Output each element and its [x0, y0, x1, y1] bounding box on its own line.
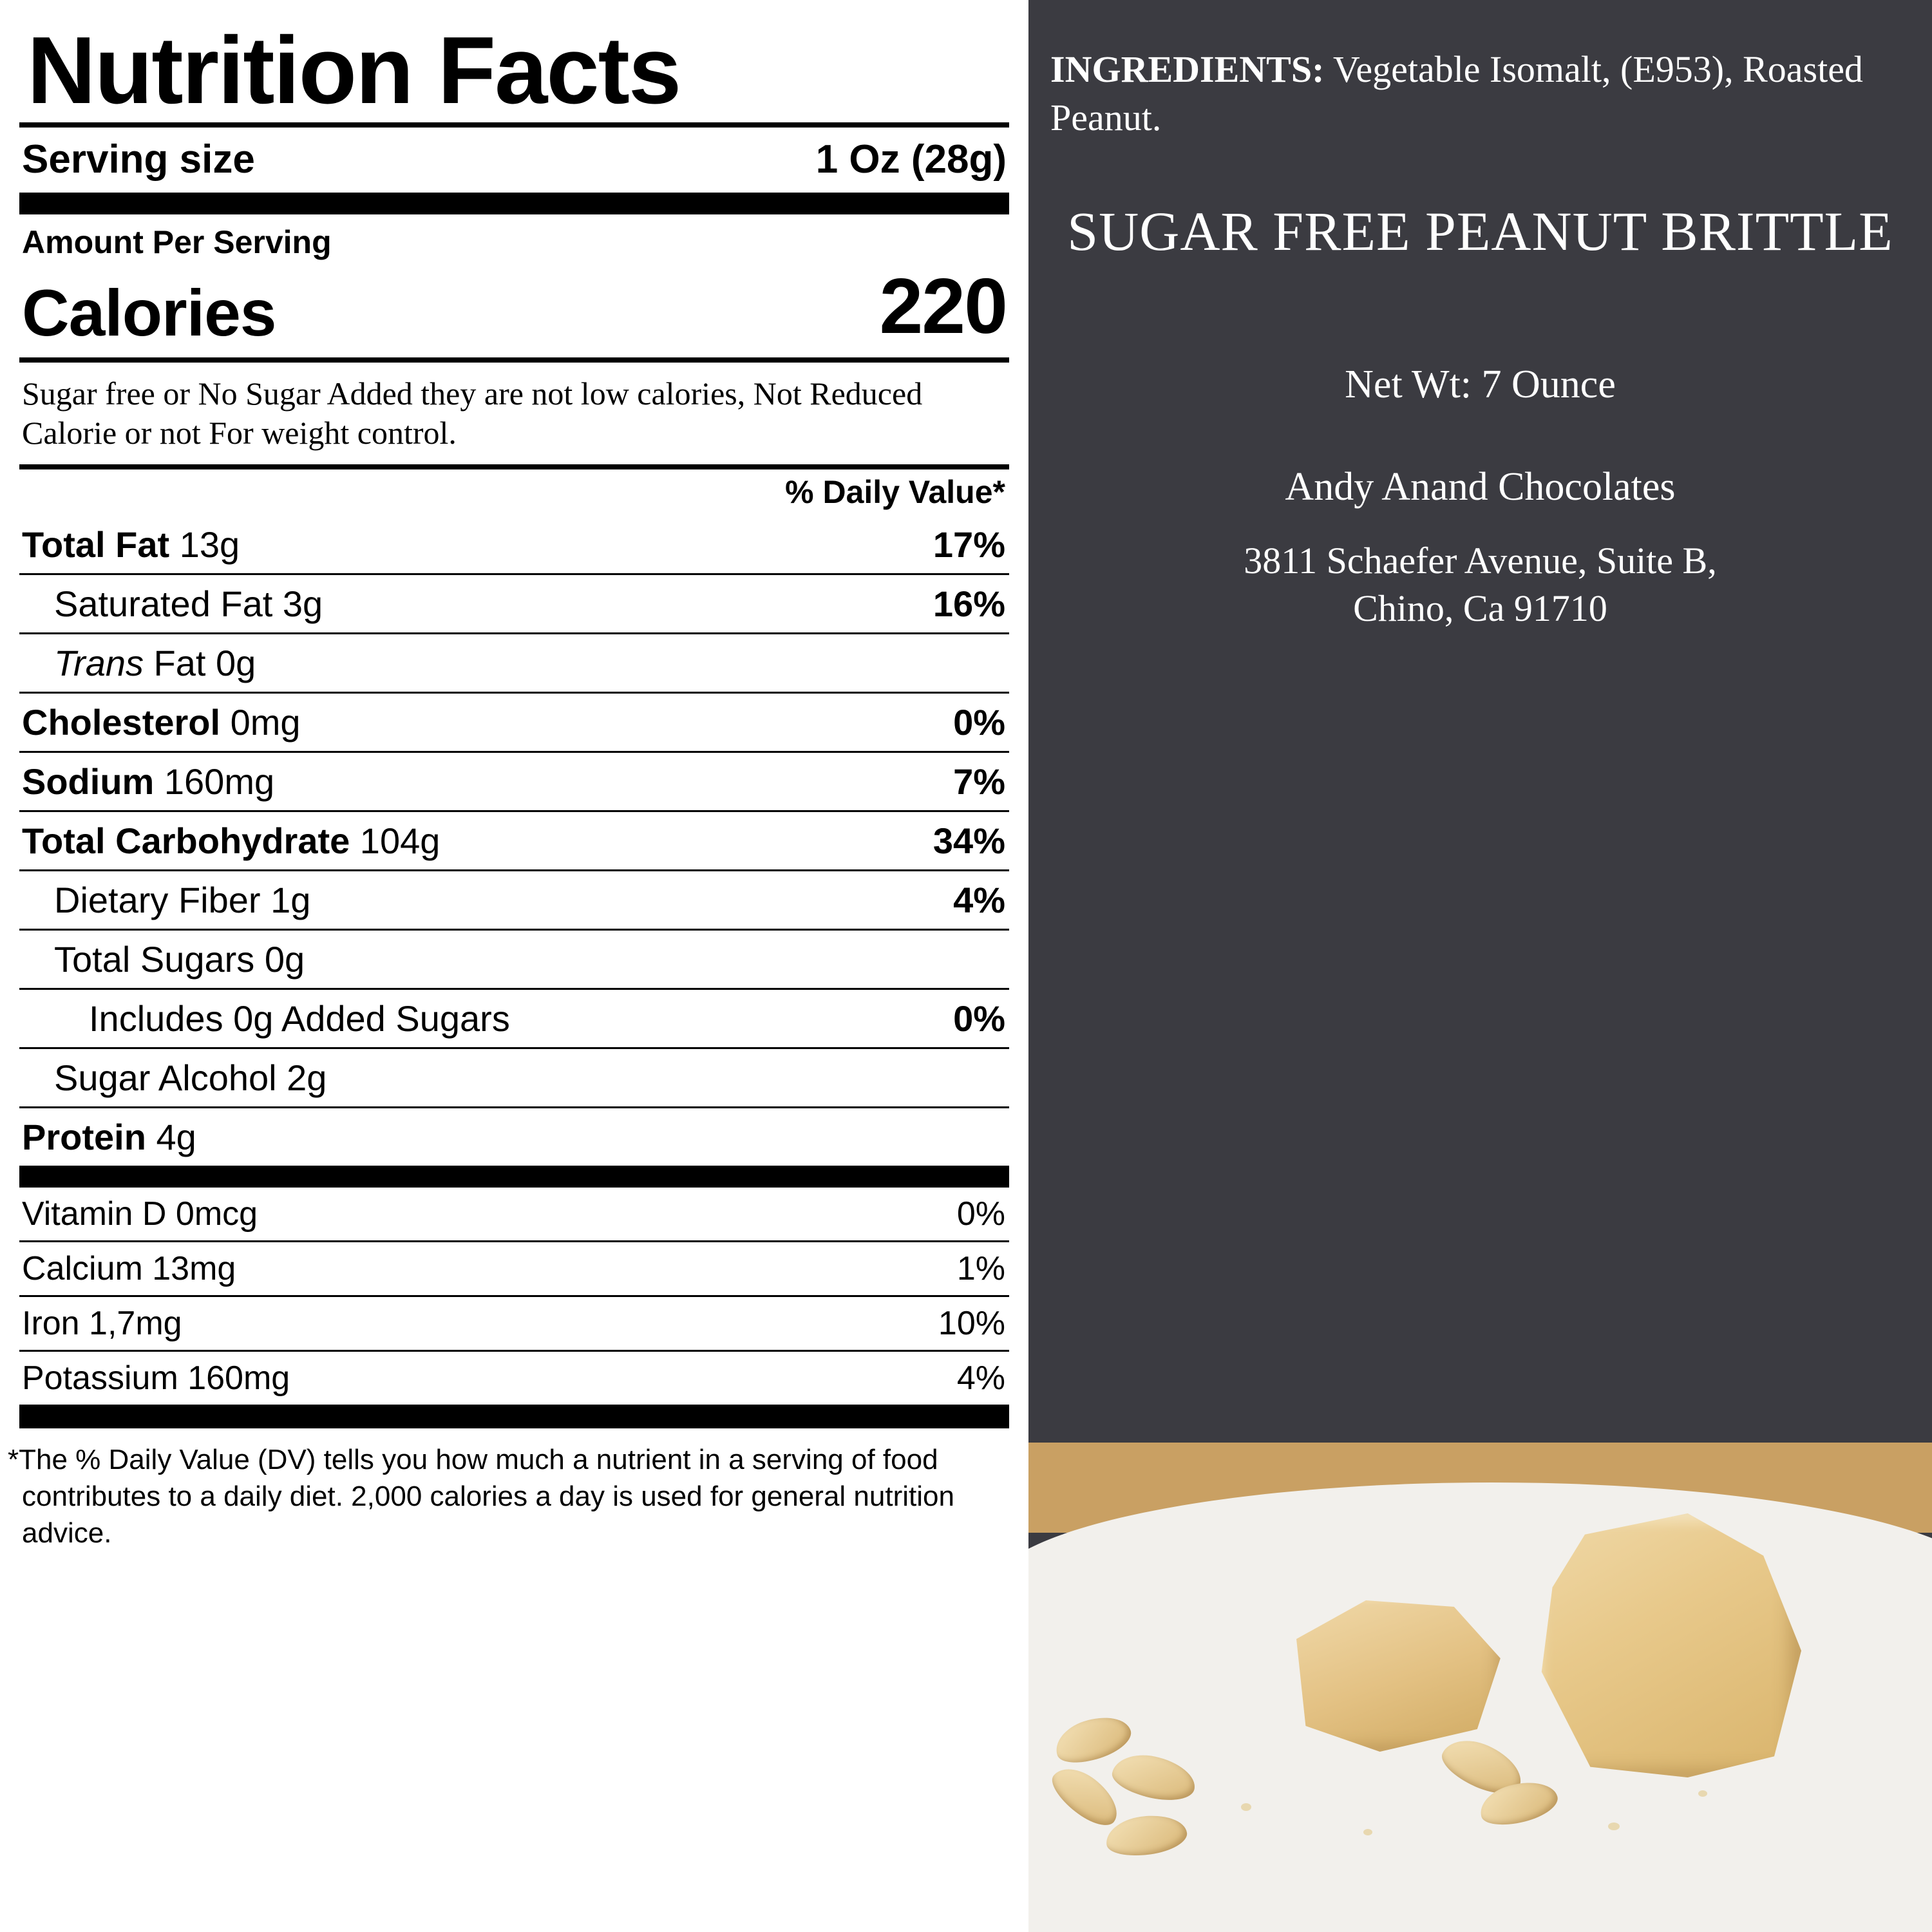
vitamin-rows — [19, 1188, 1009, 1406]
nutrient-label — [22, 524, 240, 565]
nutrient-daily-value: 34% — [933, 820, 1005, 861]
nutrient-name: Saturated Fat — [54, 583, 273, 624]
nutrient-rows — [19, 516, 1009, 1166]
serving-size-row — [19, 128, 1009, 193]
crumb — [1241, 1803, 1251, 1811]
vitamin-label: Calcium 13mg — [22, 1250, 236, 1287]
ingredients-label: INGREDIENTS: — [1050, 48, 1325, 90]
vitamin-daily-value: 0% — [956, 1195, 1005, 1233]
address-line-1: 3811 Schaefer Avenue, Suite B, — [1244, 539, 1717, 582]
product-title: SUGAR FREE PEANUT BRITTLE — [1067, 200, 1893, 262]
nutrient-label — [54, 938, 305, 980]
ingredients-text: Vegetable Isomalt, (E953), Roasted Peanut. — [1050, 48, 1863, 139]
vitamin-daily-value: 4% — [956, 1359, 1005, 1397]
nutrient-label — [22, 820, 440, 862]
nutrient-daily-value: 16% — [933, 583, 1005, 624]
nutrient-name: Total Fat — [22, 524, 170, 565]
divider-thick — [19, 1406, 1009, 1428]
vitamin-row — [19, 1188, 1009, 1242]
nutrient-name: Sugar Alcohol — [54, 1057, 277, 1098]
nutrient-name: Dietary Fiber — [54, 880, 261, 920]
nutrient-label — [54, 642, 256, 684]
nutrient-amount: 0mg — [220, 702, 301, 743]
nutrient-name: Total Sugars — [54, 939, 255, 980]
vitamin-row — [19, 1297, 1009, 1352]
nutrient-amount: 4g — [146, 1117, 196, 1157]
nutrient-label — [54, 1057, 327, 1099]
nutrient-row — [19, 516, 1009, 575]
divider — [19, 357, 1009, 363]
nutrient-label — [54, 583, 323, 625]
vitamin-row — [19, 1352, 1009, 1406]
nutrient-label — [22, 1116, 196, 1158]
nutrient-label — [22, 701, 301, 743]
divider-thick — [19, 1166, 1009, 1188]
nutrient-daily-value: 0% — [953, 702, 1005, 743]
nutrition-facts-title: Nutrition Facts — [27, 17, 681, 124]
nutrient-row — [19, 634, 1009, 694]
net-weight: Net Wt: 7 Ounce — [1345, 362, 1616, 406]
crumb — [1363, 1829, 1372, 1835]
calories-label: Calories — [22, 276, 276, 350]
nutrient-name: Cholesterol — [22, 702, 221, 743]
footnote-text: The % Daily Value (DV) tells you how much a nutrient in a serving of food contributes to a daily diet. 2,000 calories a day is used for general nutrition advice. — [19, 1444, 954, 1549]
nutrient-amount: 160mg — [154, 761, 275, 802]
vitamin-label: Iron 1,7mg — [22, 1305, 182, 1342]
company-name: Andy Anand Chocolates — [1285, 464, 1676, 509]
crumb — [1608, 1823, 1620, 1830]
divider-thick — [19, 193, 1009, 214]
nutrient-row — [19, 753, 1009, 812]
nutrient-name: Trans — [54, 643, 144, 683]
nutrient-name: Sodium — [22, 761, 155, 802]
nutrient-amount: 3g — [272, 583, 323, 624]
nutrient-row — [19, 990, 1009, 1049]
nutrient-row — [19, 871, 1009, 931]
company-address — [1028, 510, 1932, 632]
nutrient-amount: Fat 0g — [144, 643, 256, 683]
vitamin-label: Potassium 160mg — [22, 1359, 290, 1397]
nutrient-name: Total Carbohydrate — [22, 820, 350, 861]
nutrient-daily-value: 4% — [953, 880, 1005, 920]
calories-value: 220 — [879, 262, 1007, 350]
nutrient-amount: 13g — [169, 524, 240, 565]
nutrient-row — [19, 1049, 1009, 1108]
nutrient-row — [19, 1108, 1009, 1166]
divider — [19, 464, 1009, 469]
nutrient-label — [89, 998, 510, 1039]
nutrient-label — [22, 761, 274, 802]
nutrient-amount: 1g — [260, 880, 311, 920]
nutrient-name: Includes 0g Added Sugars — [89, 998, 510, 1039]
footnote-marker: * — [8, 1444, 19, 1475]
vitamin-row — [19, 1242, 1009, 1297]
vitamin-daily-value: 1% — [956, 1250, 1005, 1287]
nutrient-row — [19, 931, 1009, 990]
calories-row — [19, 261, 1009, 357]
serving-size-label: Serving size — [22, 137, 255, 182]
nutrient-daily-value: 17% — [933, 524, 1005, 565]
nutrient-row — [19, 575, 1009, 634]
nutrient-label — [54, 879, 310, 921]
sugar-free-disclaimer: Sugar free or No Sugar Added they are not low calories, Not Reduced Calorie or not For weight control. — [22, 375, 923, 451]
nutrient-row — [19, 694, 1009, 753]
address-line-2: Chino, Ca 91710 — [1353, 587, 1607, 629]
nutrient-amount: 2g — [276, 1057, 327, 1098]
nutrient-amount: 0g — [254, 939, 305, 980]
crumb — [1698, 1790, 1707, 1797]
nutrient-amount: 104g — [350, 820, 440, 861]
nutrient-daily-value: 0% — [953, 998, 1005, 1039]
amount-per-serving-label: Amount Per Serving — [22, 224, 332, 260]
product-photo — [1028, 1443, 1932, 1932]
vitamin-label: Vitamin D 0mcg — [22, 1195, 258, 1233]
nutrient-daily-value: 7% — [953, 761, 1005, 802]
serving-size-value: 1 Oz (28g) — [815, 137, 1007, 182]
daily-value-header: % Daily Value* — [785, 474, 1005, 510]
vitamin-daily-value: 10% — [938, 1305, 1005, 1342]
ingredients-block — [1028, 0, 1932, 142]
nutrient-row — [19, 812, 1009, 871]
footnote — [8, 1428, 1009, 1552]
nutrient-name: Protein — [22, 1117, 146, 1157]
